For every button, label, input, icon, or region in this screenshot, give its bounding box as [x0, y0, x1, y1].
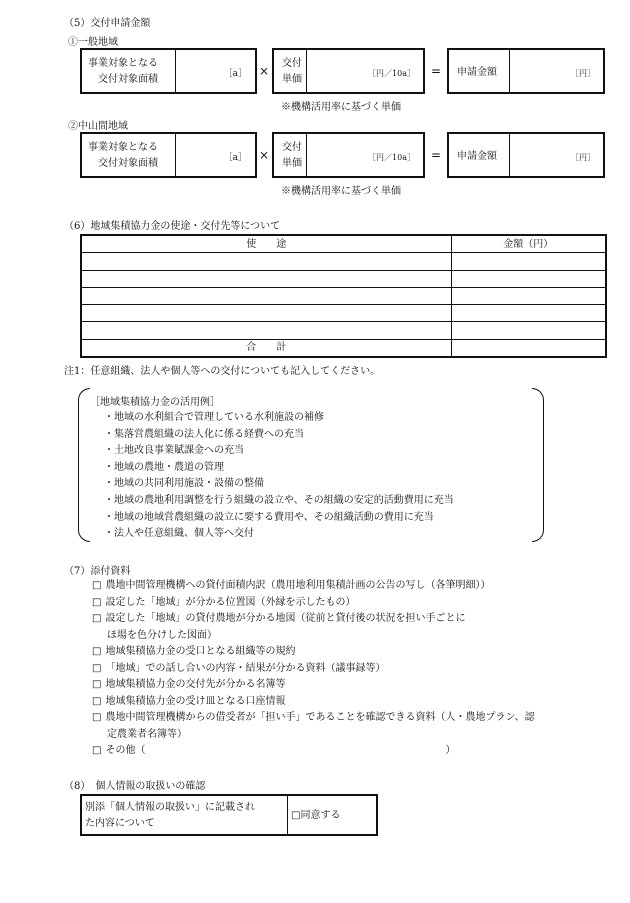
checkbox-icon[interactable]: □ [92, 646, 102, 657]
examples-title: ［地域集積協力金の活用例］ [90, 397, 220, 408]
list-item: □ 地域集積協力金の受け皿となる口座情報 [92, 695, 286, 707]
list-item: ・土地改良事業賦課金への充当 [104, 445, 244, 457]
unit-price-note: ※機構活用率に基づく単価 [281, 186, 401, 197]
price-unit[interactable]: ［円／10a］ [368, 153, 415, 162]
attachment-list [92, 578, 535, 760]
table-row[interactable] [81, 253, 606, 270]
unit-price-note: ※機構活用率に基づく単価 [281, 102, 401, 113]
price-unit[interactable]: ［円／10a］ [368, 69, 415, 78]
amount-unit[interactable]: ［円］ [571, 69, 595, 78]
list-item: ・地域の地域営農組織の設立に要する費用や、その組織活動の費用に充当 [104, 511, 434, 523]
times-sign: × [259, 148, 270, 162]
general-area-label: ①一般地域 [68, 37, 118, 48]
area-unit[interactable]: ［a］ [223, 153, 247, 163]
area-unit[interactable]: ［a］ [223, 69, 247, 79]
table-header-row [81, 235, 606, 253]
list-item: ・集落営農組織の法人化に係る経費への充当 [104, 428, 304, 440]
area-label-1: 事業対象となる [88, 142, 158, 153]
agree-checkbox[interactable]: □同意する [291, 810, 341, 821]
list-item: ・地域の農地利用調整を行う組織の設立や、その組織の安定的活動費用に充当 [104, 494, 454, 506]
area-label-2: 交付対象面積 [98, 158, 158, 169]
list-item: □ 農地中間管理機構からの借受者が「担い手」であることを確認できる資料（人・農地プラン、認 [92, 712, 535, 723]
list-item: ・法人や任意組織、個人等へ交付 [104, 528, 254, 540]
checkbox-icon[interactable]: □ [92, 679, 102, 690]
col-use-header: 使 途 [81, 235, 451, 253]
list-item: ・地域の水利組合で管理している水利施設の補修 [104, 412, 324, 423]
equals-sign: = [431, 64, 442, 78]
list-item: 定農業者名簿等） [107, 728, 187, 740]
area-label-1: 事業対象となる [88, 58, 158, 69]
privacy-label-2: た内容について [85, 818, 155, 829]
section-8-title: （8） 個人情報の取扱いの確認 [64, 781, 206, 792]
bracket-right [532, 388, 544, 542]
general-amount-box [447, 48, 605, 94]
section-5-title: （5）交付申請金額 [64, 18, 151, 29]
table-row[interactable] [81, 322, 606, 339]
list-item: □ 「地域」での話し合いの内容・結果が分かる資料（議事録等） [92, 662, 386, 674]
list-item: □ 設定した「地域」の貸付農地が分かる地図（従前と貸付後の状況を担い手ごとに [92, 613, 466, 624]
list-item: □ 地域集積協力金の交付先が分かる名簿等 [92, 679, 286, 690]
checkbox-icon[interactable]: □ [92, 695, 102, 707]
table-row[interactable] [81, 305, 606, 322]
times-sign: × [259, 64, 270, 78]
price-label-1: 交付 [282, 58, 302, 69]
hilly-price-box [272, 132, 425, 178]
col-amount-header: 金額（円） [451, 235, 606, 253]
list-item: □ 設定した「地域」が分かる位置図（外縁を示したもの） [92, 596, 356, 608]
hilly-area-label: ②中山間地域 [68, 121, 128, 132]
general-area-box [80, 48, 257, 94]
checkbox-icon[interactable]: □ [92, 745, 102, 756]
checkbox-icon[interactable]: □ [92, 712, 102, 723]
section-7-title: （7）添付資料 [64, 566, 131, 577]
privacy-label-1: 別添「個人情報の取扱い」に記載され [85, 802, 255, 813]
bracket-left [78, 388, 90, 542]
note-1: 注1：任意組織、法人や個人等への交付についても記入してください。 [64, 366, 381, 377]
hilly-amount-box [447, 132, 605, 178]
table-row[interactable] [81, 270, 606, 287]
usage-table [80, 234, 607, 358]
total-label: 合 計 [81, 339, 451, 357]
examples-list [104, 410, 454, 543]
total-amount[interactable] [451, 339, 606, 357]
list-item: □ その他（ ） [92, 745, 456, 756]
list-item: □ 地域集積協力金の受口となる組織等の規約 [92, 646, 296, 657]
checkbox-icon[interactable]: □ [92, 596, 102, 608]
hilly-area-box [80, 132, 257, 178]
privacy-consent-box [80, 794, 378, 836]
amount-unit[interactable]: ［円］ [571, 153, 595, 162]
list-item: ほ場を色分けした図面） [107, 629, 217, 641]
general-price-box [272, 48, 425, 94]
equals-sign: = [431, 148, 442, 162]
checkbox-icon[interactable]: □ [92, 662, 102, 674]
checkbox-icon[interactable]: □ [92, 580, 102, 591]
section-6-title: （6）地域集積協力金の使途・交付先等について [64, 221, 281, 232]
price-label-2: 単価 [282, 74, 302, 85]
table-row[interactable] [81, 287, 606, 304]
price-label-1: 交付 [282, 142, 302, 153]
amount-label: 申請金額 [457, 67, 497, 78]
list-item: □ 農地中間管理機構への貸付面積内訳（農用地利用集積計画の公告の写し（各筆明細）） [92, 580, 491, 591]
list-item: ・地域の農地・農道の管理 [104, 461, 224, 473]
list-item: ・地域の共同利用施設・設備の整備 [104, 478, 264, 490]
amount-label: 申請金額 [457, 151, 497, 162]
price-label-2: 単価 [282, 158, 302, 169]
area-label-2: 交付対象面積 [98, 74, 158, 85]
total-row [81, 339, 606, 357]
checkbox-icon[interactable]: □ [92, 613, 102, 624]
